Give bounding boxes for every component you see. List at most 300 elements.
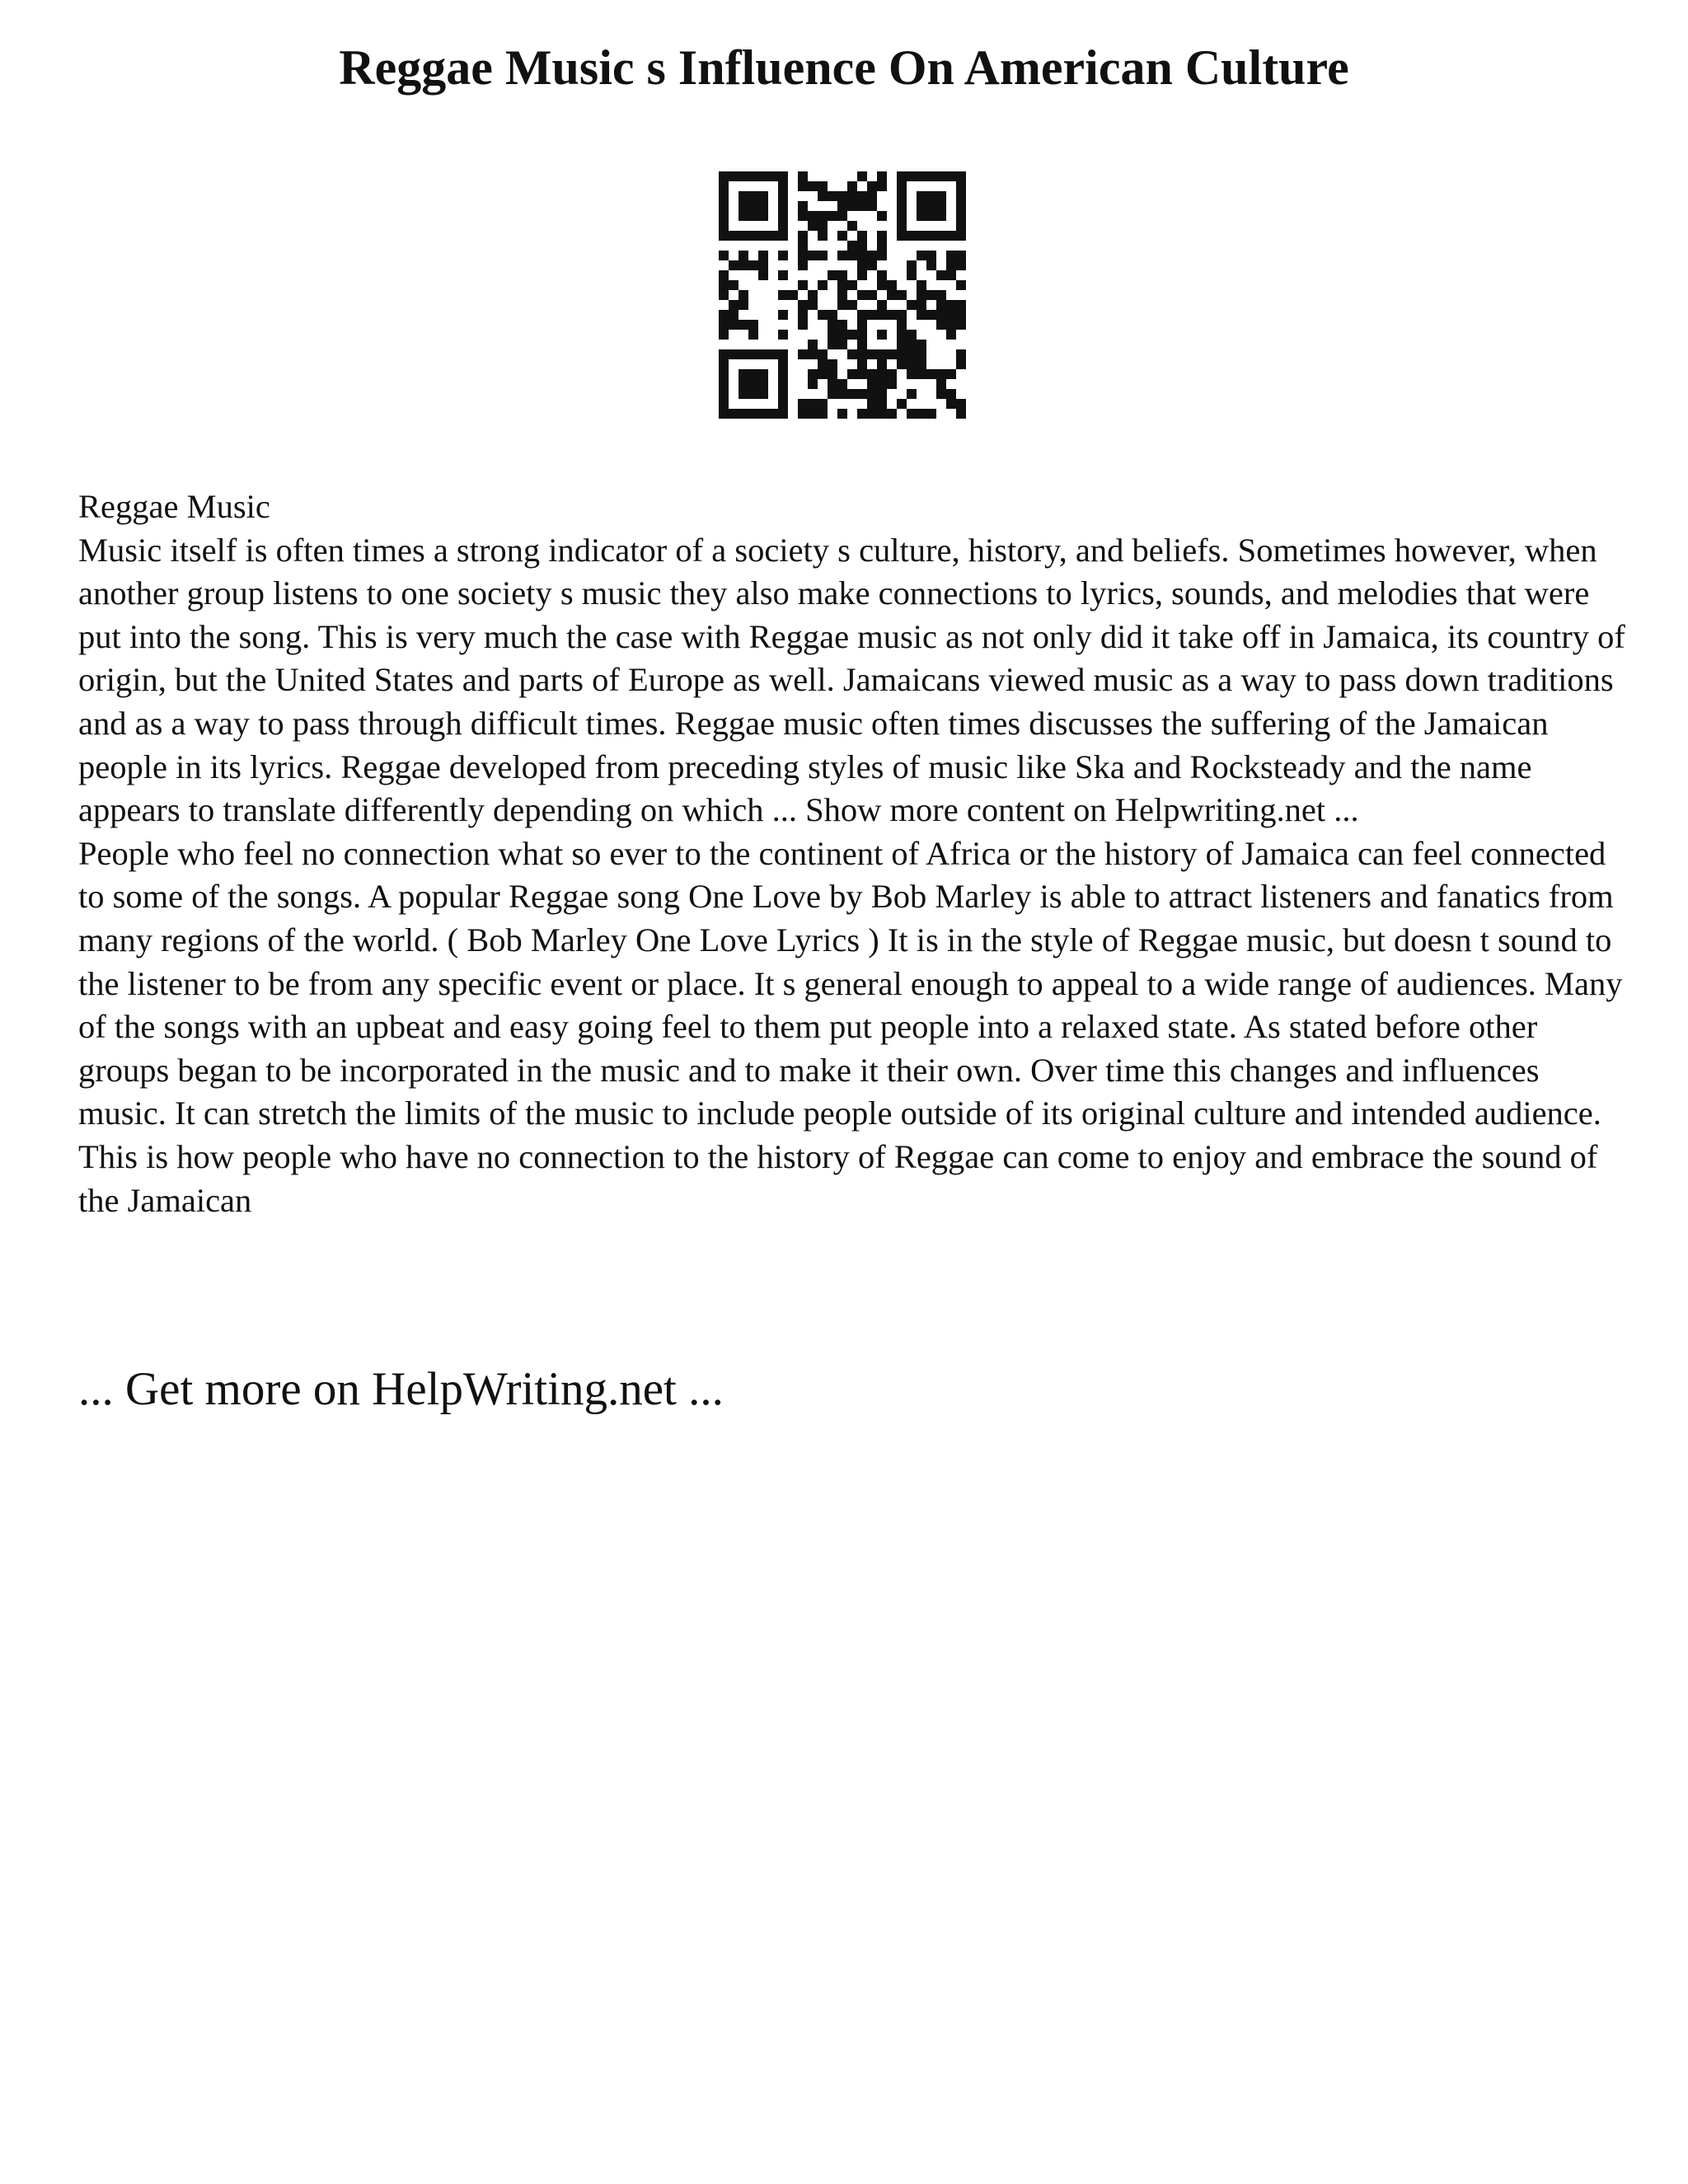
qr-module bbox=[956, 300, 966, 310]
qr-module bbox=[946, 300, 956, 310]
qr-module bbox=[946, 171, 956, 181]
qr-module bbox=[808, 251, 818, 260]
qr-module bbox=[936, 231, 946, 241]
qr-module bbox=[818, 399, 828, 409]
qr-module bbox=[719, 201, 729, 211]
qr-module bbox=[956, 201, 966, 211]
qr-module bbox=[917, 191, 926, 201]
qr-module bbox=[956, 251, 966, 260]
qr-module bbox=[818, 409, 828, 419]
qr-module bbox=[778, 399, 788, 409]
qr-module bbox=[907, 369, 917, 379]
section-heading: Reggae Music bbox=[78, 488, 270, 525]
qr-module bbox=[748, 191, 758, 201]
qr-module bbox=[917, 280, 926, 290]
qr-module bbox=[719, 389, 729, 399]
qr-module bbox=[877, 171, 887, 181]
qr-module bbox=[897, 349, 907, 359]
qr-module bbox=[956, 260, 966, 270]
qr-module bbox=[808, 211, 818, 221]
qr-module bbox=[926, 369, 936, 379]
qr-module bbox=[956, 280, 966, 290]
qr-module bbox=[897, 290, 907, 300]
qr-module bbox=[867, 409, 877, 419]
qr-module bbox=[778, 191, 788, 201]
qr-module bbox=[778, 201, 788, 211]
qr-module bbox=[946, 260, 956, 270]
qr-module bbox=[837, 201, 847, 211]
qr-module bbox=[818, 211, 828, 221]
qr-module bbox=[867, 389, 877, 399]
qr-module bbox=[837, 270, 847, 280]
qr-module bbox=[778, 270, 788, 280]
article-body bbox=[78, 485, 1628, 1222]
qr-module bbox=[857, 389, 867, 399]
qr-module bbox=[936, 270, 946, 280]
qr-module bbox=[857, 369, 867, 379]
qr-module bbox=[719, 330, 729, 340]
qr-module bbox=[738, 349, 748, 359]
qr-module bbox=[877, 399, 887, 409]
qr-module bbox=[778, 251, 788, 260]
qr-module bbox=[808, 221, 818, 231]
qr-module bbox=[946, 310, 956, 320]
qr-module bbox=[926, 290, 936, 300]
qr-module bbox=[887, 349, 897, 359]
qr-module bbox=[738, 231, 748, 241]
qr-module bbox=[808, 300, 818, 310]
qr-module bbox=[798, 251, 808, 260]
qr-module bbox=[719, 270, 729, 280]
qr-module bbox=[897, 171, 907, 181]
qr-module bbox=[877, 349, 887, 359]
qr-module bbox=[748, 389, 758, 399]
qr-module bbox=[847, 191, 857, 201]
qr-module bbox=[877, 310, 887, 320]
qr-module bbox=[946, 320, 956, 330]
qr-module bbox=[897, 359, 907, 369]
qr-module bbox=[907, 340, 917, 349]
qr-module bbox=[738, 211, 748, 221]
qr-module bbox=[778, 181, 788, 191]
qr-module bbox=[857, 359, 867, 369]
qr-module bbox=[837, 290, 847, 300]
qr-module bbox=[857, 260, 867, 270]
qr-module bbox=[768, 171, 778, 181]
qr-module bbox=[719, 211, 729, 221]
qr-module bbox=[887, 290, 897, 300]
qr-module bbox=[808, 369, 818, 379]
qr-module bbox=[758, 369, 768, 379]
qr-module bbox=[719, 191, 729, 201]
qr-module bbox=[887, 310, 897, 320]
qr-module bbox=[857, 201, 867, 211]
qr-module bbox=[946, 251, 956, 260]
qr-module bbox=[857, 340, 867, 349]
qr-module bbox=[778, 290, 788, 300]
qr-module bbox=[917, 369, 926, 379]
qr-module bbox=[808, 409, 818, 419]
qr-module bbox=[877, 270, 887, 280]
qr-module bbox=[867, 310, 877, 320]
qr-module bbox=[847, 201, 857, 211]
qr-module bbox=[897, 340, 907, 349]
qr-module bbox=[818, 369, 828, 379]
qr-module bbox=[946, 330, 956, 340]
qr-module bbox=[837, 320, 847, 330]
qr-module bbox=[956, 310, 966, 320]
qr-module bbox=[738, 251, 748, 260]
qr-module bbox=[917, 251, 926, 260]
page-title: Reggae Music s Influence On American Culture bbox=[339, 40, 1349, 95]
qr-module bbox=[729, 171, 738, 181]
qr-module bbox=[758, 191, 768, 201]
qr-module bbox=[946, 369, 956, 379]
qr-module bbox=[738, 300, 748, 310]
qr-module bbox=[828, 191, 837, 201]
qr-module bbox=[956, 320, 966, 330]
qr-module bbox=[748, 369, 758, 379]
qr-module bbox=[867, 349, 877, 359]
qr-module bbox=[877, 211, 887, 221]
qr-module bbox=[897, 310, 907, 320]
qr-module bbox=[719, 349, 729, 359]
qr-module bbox=[818, 359, 828, 369]
qr-module bbox=[956, 171, 966, 181]
qr-module bbox=[719, 231, 729, 241]
qr-module bbox=[828, 369, 837, 379]
qr-module bbox=[798, 320, 808, 330]
qr-module bbox=[847, 241, 857, 251]
qr-module bbox=[719, 359, 729, 369]
qr-module bbox=[847, 300, 857, 310]
qr-module bbox=[926, 310, 936, 320]
qr-module bbox=[818, 231, 828, 241]
qr-module bbox=[828, 320, 837, 330]
qr-module bbox=[877, 181, 887, 191]
qr-module bbox=[778, 231, 788, 241]
qr-module bbox=[808, 340, 818, 349]
qr-module bbox=[877, 251, 887, 260]
qr-module bbox=[857, 409, 867, 419]
qr-module bbox=[907, 270, 917, 280]
qr-module bbox=[808, 399, 818, 409]
qr-module bbox=[946, 270, 956, 280]
qr-module bbox=[758, 231, 768, 241]
qr-module bbox=[946, 231, 956, 241]
qr-module bbox=[828, 379, 837, 389]
qr-module bbox=[828, 310, 837, 320]
qr-module bbox=[877, 241, 887, 251]
qr-module bbox=[926, 231, 936, 241]
qr-module bbox=[758, 409, 768, 419]
qr-module bbox=[867, 369, 877, 379]
qr-module bbox=[857, 171, 867, 181]
qr-module bbox=[917, 290, 926, 300]
qr-module bbox=[857, 310, 867, 320]
qr-module bbox=[768, 349, 778, 359]
qr-module bbox=[847, 369, 857, 379]
qr-module bbox=[818, 349, 828, 359]
qr-module bbox=[917, 231, 926, 241]
qr-module bbox=[936, 191, 946, 201]
qr-module bbox=[897, 201, 907, 211]
qr-module bbox=[729, 409, 738, 419]
qr-module bbox=[847, 221, 857, 231]
qr-module bbox=[897, 211, 907, 221]
qr-module bbox=[837, 409, 847, 419]
qr-module bbox=[897, 399, 907, 409]
qr-module bbox=[758, 211, 768, 221]
qr-module bbox=[857, 320, 867, 330]
qr-module bbox=[897, 231, 907, 241]
qr-module bbox=[936, 310, 946, 320]
qr-module bbox=[738, 320, 748, 330]
qr-module bbox=[828, 340, 837, 349]
qr-module bbox=[867, 191, 877, 201]
qr-module bbox=[867, 290, 877, 300]
qr-module bbox=[778, 389, 788, 399]
qr-module bbox=[867, 251, 877, 260]
qr-module bbox=[768, 231, 778, 241]
qr-module bbox=[867, 399, 877, 409]
qr-module bbox=[818, 181, 828, 191]
qr-module bbox=[719, 181, 729, 191]
qr-module bbox=[857, 251, 867, 260]
qr-module bbox=[857, 290, 867, 300]
qr-module bbox=[926, 201, 936, 211]
qr-module bbox=[798, 409, 808, 419]
qr-module bbox=[907, 231, 917, 241]
qr-module bbox=[926, 251, 936, 260]
qr-module bbox=[917, 340, 926, 349]
qr-module bbox=[828, 270, 837, 280]
qr-module bbox=[758, 270, 768, 280]
qr-module bbox=[828, 330, 837, 340]
qr-module bbox=[798, 260, 808, 270]
qr-module bbox=[778, 211, 788, 221]
qr-module bbox=[748, 231, 758, 241]
qr-module bbox=[837, 280, 847, 290]
qr-module bbox=[719, 290, 729, 300]
qr-module bbox=[936, 290, 946, 300]
qr-module bbox=[778, 409, 788, 419]
qr-module bbox=[808, 290, 818, 300]
qr-module bbox=[857, 270, 867, 280]
qr-module bbox=[936, 369, 946, 379]
qr-module bbox=[837, 340, 847, 349]
get-more-link[interactable]: ... Get more on HelpWriting.net ... bbox=[78, 1363, 724, 1415]
qr-module bbox=[917, 300, 926, 310]
qr-module bbox=[768, 409, 778, 419]
qr-module bbox=[837, 300, 847, 310]
qr-module bbox=[897, 181, 907, 191]
qr-module bbox=[936, 300, 946, 310]
qr-module bbox=[907, 330, 917, 340]
qr-module bbox=[877, 231, 887, 241]
qr-module bbox=[748, 409, 758, 419]
qr-module bbox=[956, 181, 966, 191]
qr-module bbox=[917, 171, 926, 181]
qr-module bbox=[917, 349, 926, 359]
qr-module bbox=[828, 389, 837, 399]
qr-module bbox=[887, 379, 897, 389]
qr-module bbox=[798, 231, 808, 241]
qr-module bbox=[738, 260, 748, 270]
qr-code[interactable] bbox=[719, 171, 966, 419]
qr-module bbox=[837, 251, 847, 260]
qr-module bbox=[857, 241, 867, 251]
qr-module bbox=[738, 379, 748, 389]
qr-module bbox=[748, 320, 758, 330]
qr-module bbox=[867, 181, 877, 191]
qr-module bbox=[808, 349, 818, 359]
qr-module bbox=[847, 349, 857, 359]
qr-module bbox=[837, 330, 847, 340]
qr-module bbox=[758, 251, 768, 260]
qr-module bbox=[748, 201, 758, 211]
qr-module bbox=[936, 389, 946, 399]
qr-code-icon bbox=[719, 171, 966, 419]
qr-module bbox=[936, 171, 946, 181]
qr-module bbox=[857, 349, 867, 359]
qr-module bbox=[778, 359, 788, 369]
qr-module bbox=[946, 399, 956, 409]
qr-module bbox=[867, 201, 877, 211]
qr-module bbox=[798, 201, 808, 211]
qr-module bbox=[857, 330, 867, 340]
qr-module bbox=[926, 211, 936, 221]
qr-module bbox=[758, 171, 768, 181]
qr-module bbox=[956, 211, 966, 221]
qr-module bbox=[758, 201, 768, 211]
qr-module bbox=[837, 231, 847, 241]
qr-module bbox=[778, 221, 788, 231]
qr-module bbox=[877, 330, 887, 340]
qr-module bbox=[729, 310, 738, 320]
qr-module bbox=[936, 211, 946, 221]
qr-module bbox=[719, 221, 729, 231]
qr-module bbox=[798, 310, 808, 320]
qr-module bbox=[837, 379, 847, 389]
qr-module bbox=[729, 320, 738, 330]
qr-module bbox=[758, 379, 768, 389]
qr-module bbox=[956, 221, 966, 231]
qr-module bbox=[897, 330, 907, 340]
qr-module bbox=[907, 300, 917, 310]
qr-module bbox=[738, 389, 748, 399]
qr-module bbox=[828, 359, 837, 369]
qr-module bbox=[837, 389, 847, 399]
qr-module bbox=[956, 231, 966, 241]
qr-module bbox=[818, 221, 828, 231]
qr-module bbox=[877, 280, 887, 290]
qr-module bbox=[897, 191, 907, 201]
qr-module bbox=[847, 280, 857, 290]
qr-module bbox=[729, 260, 738, 270]
qr-module bbox=[748, 260, 758, 270]
qr-module bbox=[877, 409, 887, 419]
qr-module bbox=[758, 349, 768, 359]
qr-module bbox=[847, 251, 857, 260]
qr-module bbox=[877, 369, 887, 379]
qr-module bbox=[887, 280, 897, 290]
qr-module bbox=[719, 409, 729, 419]
qr-module bbox=[877, 300, 887, 310]
qr-module bbox=[897, 320, 907, 330]
qr-module bbox=[719, 251, 729, 260]
qr-module bbox=[917, 409, 926, 419]
qr-module bbox=[729, 349, 738, 359]
qr-module bbox=[907, 171, 917, 181]
qr-module bbox=[926, 409, 936, 419]
qr-module bbox=[738, 369, 748, 379]
qr-module bbox=[956, 349, 966, 359]
qr-module bbox=[926, 260, 936, 270]
qr-module bbox=[917, 201, 926, 211]
qr-module bbox=[926, 191, 936, 201]
qr-module bbox=[738, 191, 748, 201]
qr-module bbox=[818, 280, 828, 290]
qr-module bbox=[719, 379, 729, 389]
qr-module bbox=[877, 359, 887, 369]
qr-module bbox=[729, 280, 738, 290]
qr-module bbox=[738, 171, 748, 181]
qr-module bbox=[719, 399, 729, 409]
qr-module bbox=[719, 310, 729, 320]
qr-module bbox=[719, 320, 729, 330]
qr-module bbox=[748, 211, 758, 221]
qr-module bbox=[729, 231, 738, 241]
qr-module bbox=[907, 359, 917, 369]
qr-module bbox=[798, 349, 808, 359]
qr-module bbox=[907, 409, 917, 419]
qr-module bbox=[778, 310, 788, 320]
qr-module bbox=[887, 369, 897, 379]
qr-module bbox=[818, 310, 828, 320]
qr-module bbox=[798, 300, 808, 310]
paragraph-1: Music itself is often times a strong indicator of a society s culture, history, and beliefs. Sometimes however, when another group listens to one society s music they also make connections to lyrics, sounds, and melodies that were put into the song. This is very much the case with Reggae music as not only did it take off in Jamaica, its country of origin, but the United States and parts of Europe as well. Jamaicans viewed music as a way to pass down traditions and as a way to pass through difficult times. Reggae music often times discusses the suffering of the Jamaican people in its lyrics. Reggae developed from preceding styles of music like Ska and Rocksteady and the name appears to translate differently depending on which ... Show more content on Helpwriting.net ... bbox=[78, 531, 1625, 829]
qr-module bbox=[719, 171, 729, 181]
qr-module bbox=[857, 231, 867, 241]
paragraph-2: People who feel no connection what so ever to the continent of Africa or the history of Jamaica can feel connected to some of the songs. A popular Reggae song One Love by Bob Marley is able to attract listeners and fanatics from many regions of the world. ( Bob Marley One Love Lyrics ) It is in the style of Reggae music, but doesn t sound to the listener to be from any specific event or place. It s general enough to appeal to a wide range of audiences. Many of the songs with an upbeat and easy going feel to them put people into a relaxed state. As stated before other groups began to be incorporated in the music and to make it their own. Over time this changes and influences music. It can stretch the limits of the music to include people outside of its original culture and intended audience. This is how people who have no connection to the history of Reggae can come to enjoy and embrace the sound of the Jamaican bbox=[78, 834, 1623, 1219]
qr-module bbox=[837, 211, 847, 221]
qr-module bbox=[926, 171, 936, 181]
qr-module bbox=[758, 260, 768, 270]
qr-module bbox=[729, 300, 738, 310]
qr-module bbox=[738, 201, 748, 211]
qr-module bbox=[828, 211, 837, 221]
qr-module bbox=[758, 389, 768, 399]
qr-module bbox=[778, 369, 788, 379]
qr-module bbox=[748, 330, 758, 340]
qr-module bbox=[907, 389, 917, 399]
qr-module bbox=[808, 379, 818, 389]
qr-module bbox=[798, 181, 808, 191]
qr-module bbox=[808, 181, 818, 191]
qr-module bbox=[798, 211, 808, 221]
qr-module bbox=[798, 171, 808, 181]
qr-module bbox=[778, 171, 788, 181]
qr-module bbox=[738, 409, 748, 419]
qr-module bbox=[719, 369, 729, 379]
qr-module bbox=[907, 260, 917, 270]
qr-module bbox=[956, 359, 966, 369]
qr-module bbox=[956, 409, 966, 419]
qr-module bbox=[917, 310, 926, 320]
qr-module bbox=[788, 290, 798, 300]
qr-module bbox=[738, 290, 748, 300]
